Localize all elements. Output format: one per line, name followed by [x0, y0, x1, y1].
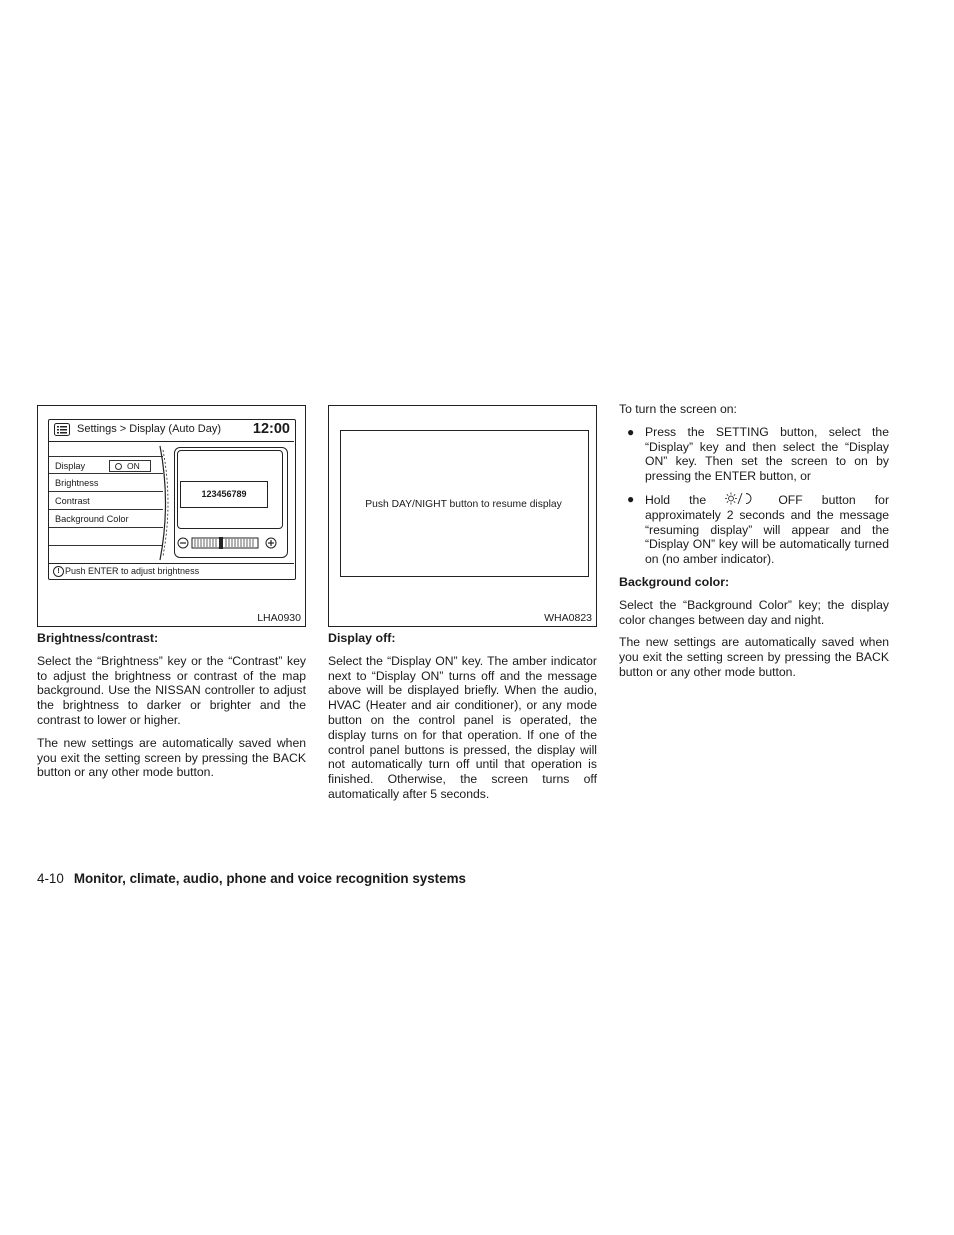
hint-text: Push ENTER to adjust brightness [65, 566, 200, 576]
resume-message: Push DAY/NIGHT button to resume display [365, 499, 562, 510]
paragraph: To turn the screen on: [619, 402, 737, 416]
figure-brightness-screen [37, 405, 306, 627]
bullet-icon: ● [627, 491, 635, 506]
menu-item-brightness[interactable]: Brightness [49, 474, 163, 492]
info-icon: ! [53, 566, 64, 577]
column-3 [619, 402, 889, 688]
preview-number: 123456789 [201, 489, 247, 499]
heading-display-off: Display off: [328, 631, 396, 645]
list-item [619, 492, 889, 567]
paragraph: Select the “Background Color” key; the display color changes between day and night. [619, 597, 889, 627]
figure-display-off [328, 405, 597, 627]
menu-item-display-label: Display [55, 461, 86, 471]
heading-brightness-contrast: Brightness/contrast: [37, 631, 159, 645]
section-title: Monitor, climate, audio, phone and voice recognition systems [73, 871, 466, 886]
heading-background-color: Background color: [619, 574, 730, 589]
bullet-list [619, 425, 889, 567]
settings-menu-icon [54, 423, 70, 436]
day-night-icon [725, 492, 759, 505]
brightness-slider[interactable] [177, 535, 283, 551]
paragraph: The new settings are automatically saved when you exit the setting screen by pressing the BACK button or any other mode button. [37, 735, 306, 780]
menu-item-background-color[interactable]: Background Color [49, 510, 163, 528]
page-footer [37, 871, 466, 886]
bullet-text: OFF button for approximately 2 seconds and the message “resuming display” will appear and the “Display ON” key will be automatically turned on (no amber indicator). [645, 492, 890, 567]
preview-panel [174, 447, 288, 558]
bullet-text: Press the SETTING button, select the “Display” key and then select the “Display ON” key. Then set the screen to on by pressing the ENTER button, or [645, 424, 889, 484]
bullet-text: Hold the [645, 492, 707, 507]
paragraph: Select the “Display ON” key. The amber indicator next to “Display ON” turns off and the message above will be displayed briefly. When the audio, HVAC (Heater and air conditioner), or any mode button on the control panel is operated, the display turns on for that operation. If one of the control panel buttons is pressed, the display will not automatically turn off until that operation is finished. Otherwise, the screen turns off automatically after 5 seconds. [328, 653, 597, 801]
blank-screen [340, 430, 589, 577]
menu-item-contrast[interactable]: Contrast [49, 492, 163, 510]
indicator-circle-icon [115, 463, 122, 470]
menu-item-display[interactable] [49, 456, 163, 474]
hint-bar [49, 563, 294, 580]
preview-number-box [180, 481, 268, 508]
figure-code: LHA0930 [257, 612, 301, 624]
menu-item-empty [49, 528, 163, 546]
bullet-icon: ● [627, 424, 635, 439]
list-item [619, 425, 889, 484]
breadcrumb: Settings > Display (Auto Day) [77, 423, 221, 435]
column-1 [37, 631, 306, 788]
display-toggle-label: ON [127, 461, 140, 471]
paragraph: The new settings are automatically saved when you exit the setting screen by pressing the BACK button or any other mode button. [619, 635, 889, 679]
page-number: 4-10 [37, 871, 64, 886]
header-bar [49, 420, 294, 442]
figure-code: WHA0823 [544, 612, 592, 624]
clock: 12:00 [252, 421, 290, 437]
scroll-indicator[interactable] [157, 444, 173, 562]
display-toggle[interactable] [109, 460, 151, 472]
menu-list [49, 456, 163, 546]
paragraph: Select the “Brightness” key or the “Contrast” key to adjust the brightness or contrast of the map background. Use the NISSAN controller to adjust the brightness to darker or brighter and the contrast to lower or higher. [37, 653, 306, 727]
settings-screen [48, 419, 296, 580]
column-2 [328, 631, 597, 810]
